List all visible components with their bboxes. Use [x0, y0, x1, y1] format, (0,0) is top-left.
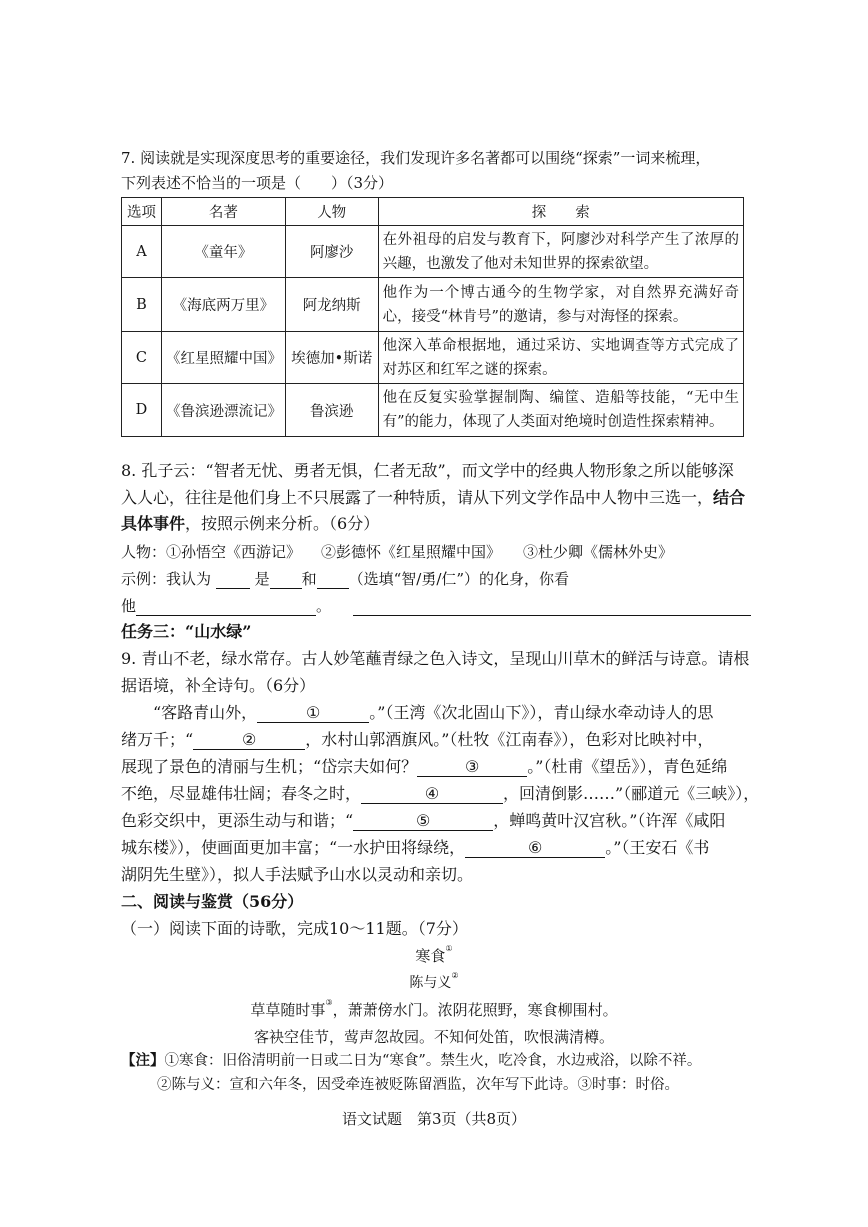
q7-book-a: 《童年》 — [161, 226, 285, 278]
q8-example-e: 他 — [121, 597, 137, 615]
q8-line3-emphasis: 具体事件 — [121, 514, 186, 533]
part1-intro: （一）阅读下面的诗歌，完成10～11题。（7分） — [121, 919, 468, 938]
q9-text: 。”（王安石《书 — [605, 838, 710, 857]
poem-text: 草草随时事 — [250, 1001, 326, 1019]
table-row — [122, 384, 744, 437]
page-footer: 语文试题 第3页（共8页） — [341, 1110, 527, 1128]
q9-text: 城东楼》），使画面更加丰富；“一水护田将绿绕， — [121, 838, 466, 857]
q7-option-c: C — [122, 332, 162, 384]
q9-text: 不绝，尽显雄伟壮阔；春冬之时， — [121, 784, 362, 803]
poem-text: ，萧萧傍水门。浓阴花照野，寒食柳围村。 — [332, 1001, 618, 1019]
poem-title-text: 寒食 — [415, 947, 446, 965]
q8-example-b: 是 — [254, 570, 270, 588]
q9-para-line6 — [121, 837, 709, 859]
q7-book-d: 《鲁滨逊漂流记》 — [161, 384, 285, 437]
poem-title — [0, 945, 868, 967]
q9-blank-4: ④ — [361, 785, 503, 804]
q8-example-f: 。 — [316, 597, 332, 615]
q8-answer-line — [121, 595, 751, 617]
q9-text: 。”（杜甫《望岳》），青色延绵 — [527, 757, 728, 776]
q7-person-b: 阿龙纳斯 — [285, 278, 378, 332]
q8-character-3: ③杜少卿《儒林外史》 — [523, 543, 674, 561]
q8-line2 — [121, 487, 745, 509]
q7-person-d: 鲁滨逊 — [285, 384, 378, 437]
q9-para-line5 — [121, 810, 725, 832]
q9-line2: 据语境，补全诗句。（6分） — [121, 676, 316, 695]
q9-para-line1 — [153, 702, 713, 724]
q7-table — [121, 197, 744, 437]
q8-line2-text: 入人心，往往是他们身上不只展露了一种特质，请从下列文学作品中人物中三选一， — [121, 488, 714, 507]
q8-line3-text: ，按照示例来分析。（6分） — [185, 514, 380, 533]
q9-para-line3 — [121, 756, 727, 778]
q9-blank-1: ① — [257, 704, 369, 723]
q9-blank-5: ⑤ — [353, 812, 493, 831]
notes-text: ①寒食：旧俗清明前一日或二日为“寒食”。禁生火，吃冷食，水边戒浴，以除不祥。 — [164, 1053, 702, 1069]
q9-text: 色彩交织中，更添生动与和谐；“ — [121, 811, 354, 830]
q7-option-b: B — [122, 278, 162, 332]
q7-person-c: 埃德加•斯诺 — [285, 332, 378, 384]
task3-title: 任务三：“山水绿” — [121, 622, 252, 641]
poem-author — [0, 972, 868, 994]
q8-character-1: ①孙悟空《西游记》 — [166, 543, 302, 561]
q8-blank-trait-2 — [317, 570, 349, 589]
q7-header-book: 名著 — [161, 198, 285, 226]
q7-header-option: 选项 — [122, 198, 162, 226]
q7-stem-line2: 下列表述不恰当的一项是（ ）（3分） — [121, 174, 394, 192]
q8-line2-emphasis: 结合 — [713, 488, 746, 507]
poem-line-1 — [0, 999, 868, 1021]
q8-blank-trait-1 — [270, 570, 302, 589]
q9-line1: 9. 青山不老，绿水常存。古人妙笔蘸青绿之色入诗文，呈现山川草木的鲜活与诗意。请根 — [121, 649, 750, 668]
q8-character-2: ②彭德怀《红星照耀中国》 — [321, 543, 502, 561]
q9-text: ，回清倒影……”（郦道元《三峡》）， — [503, 784, 760, 803]
q9-blank-3: ③ — [417, 758, 527, 777]
table-row — [122, 278, 744, 332]
q7-exploration-c: 他深入革命根据地，通过采访、实地调查等方式完成了对苏区和红军之谜的探索。 — [378, 332, 743, 384]
q7-exploration-a: 在外祖母的启发与教育下，阿廖沙对科学产生了浓厚的兴趣，也激发了他对未知世界的探索欲望。 — [378, 226, 743, 278]
q8-characters-label: 人物： — [121, 543, 167, 561]
q9-text: 。”（王湾《次北固山下》），青山绿水牵动诗人的思 — [369, 703, 714, 722]
q7-option-d: D — [122, 384, 162, 437]
q7-header-person: 人物 — [285, 198, 378, 226]
q9-text: “客路青山外， — [153, 703, 258, 722]
q7-book-c: 《红星照耀中国》 — [161, 332, 285, 384]
poem-line-2: 客袂空佳节，莺声忽故园。不知何处笛，吹恨满清樽。 — [253, 1028, 614, 1046]
q9-text: 展现了景色的清丽与生机；“岱宗夫如何？ — [121, 757, 418, 776]
table-row — [122, 226, 744, 278]
q8-example-c: 和 — [301, 570, 317, 588]
q8-example-d: （选填“智/勇/仁”）的化身，你看 — [348, 570, 570, 588]
q8-blank-answer-2 — [353, 597, 751, 616]
notes-line2: ②陈与义：宣和六年冬，因受牵连被贬陈留酒监，次年写下此诗。③时事：时俗。 — [157, 1077, 679, 1093]
poem-line-note: ③ — [325, 998, 333, 1007]
q9-para-line2 — [121, 729, 713, 751]
q7-option-a: A — [122, 226, 162, 278]
q7-exploration-d: 他在反复实验掌握制陶、编筐、造船等技能，“无中生有”的能力，体现了人类面对绝境时创造性探索精神。 — [378, 384, 743, 437]
q9-blank-2: ② — [193, 731, 305, 750]
q8-example — [121, 568, 569, 590]
poem-title-note: ① — [445, 944, 453, 953]
q8-example-a: 示例：我认为 — [121, 570, 212, 588]
q8-line1: 8. 孔子云：“智者无忧、勇者无惧，仁者无敌”，而文学中的经典人物形象之所以能够深 — [121, 461, 734, 480]
poem-author-text: 陈与义 — [409, 975, 452, 991]
notes-line1 — [121, 1050, 701, 1072]
q8-line3 — [121, 513, 379, 535]
notes-label: 【注】 — [121, 1052, 165, 1069]
q9-para-line7: 湖阴先生壁》），拟人手法赋予山水以灵动和亲切。 — [121, 865, 474, 884]
q7-person-a: 阿廖沙 — [285, 226, 378, 278]
poem-author-note: ② — [451, 971, 459, 980]
q8-characters — [121, 541, 673, 563]
q7-header-exploration: 探 索 — [378, 198, 743, 226]
q8-blank-answer-1 — [136, 597, 316, 616]
q9-para-line4 — [121, 783, 759, 805]
q9-text: ，蝉鸣黄叶汉宫秋。”（许浑《咸阳 — [493, 811, 726, 830]
q7-table-header-row — [122, 198, 744, 226]
q9-blank-6: ⑥ — [465, 839, 605, 858]
q8-blank-character — [216, 570, 250, 589]
q9-text: 绪万千；“ — [121, 730, 194, 749]
table-row — [122, 332, 744, 384]
q9-text: ，水村山郭酒旗风。”（杜牧《江南春》），色彩对比映衬中， — [305, 730, 714, 749]
section2-title: 二、阅读与鉴赏（56分） — [121, 892, 304, 911]
q7-book-b: 《海底两万里》 — [161, 278, 285, 332]
q7-exploration-b: 他作为一个博古通今的生物学家，对自然界充满好奇心，接受“林肯号”的邀请，参与对海怪的探索。 — [378, 278, 743, 332]
q7-stem-line1: 7. 阅读就是实现深度思考的重要途径，我们发现许多名著都可以围绕“探索”一词来梳理， — [121, 149, 711, 167]
